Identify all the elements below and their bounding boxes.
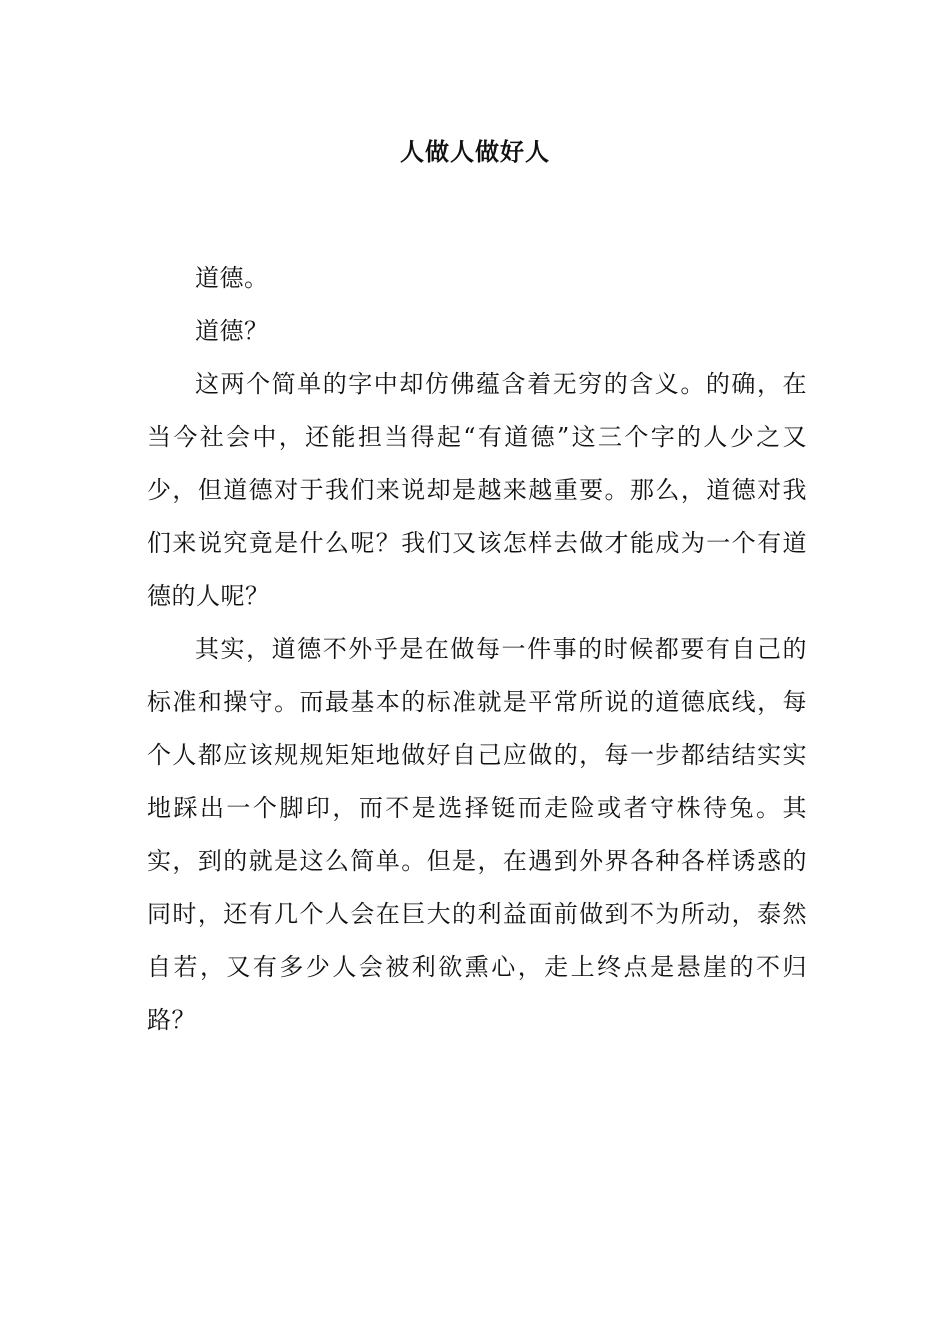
paragraph-4: 其实，道德不外乎是在做每一件事的时候都要有自己的标准和操守。而最基本的标准就是平常所说的道德底线，每个人都应该规规矩矩地做好自己应做的，每一步都结结实实地踩出一个脚印，而不是选择铤而走险或者守株待兔。其实，到的就是这么简单。但是，在遇到外界各种各样诱惑的同时，还有几个人会在巨大的利益面前做到不为所动，泰然自若，又有多少人会被利欲熏心，走上终点是悬崖的不归路？ <box>147 635 807 1034</box>
paragraph-1: 道德。 <box>195 264 269 292</box>
paragraph-3: 这两个简单的字中却仿佛蕴含着无穷的含义。的确，在当今社会中，还能担当得起“有道德”这三个字的人少之又少，但道德对于我们来说却是越来越重要。那么，道德对我们来说究竟是什么呢？我们又该怎样去做才能成为一个有道德的人呢？ <box>147 370 807 610</box>
document-body <box>147 252 807 1047</box>
paragraph-2: 道德？ <box>195 317 269 345</box>
document-title: 人做人做好人 <box>400 137 550 166</box>
